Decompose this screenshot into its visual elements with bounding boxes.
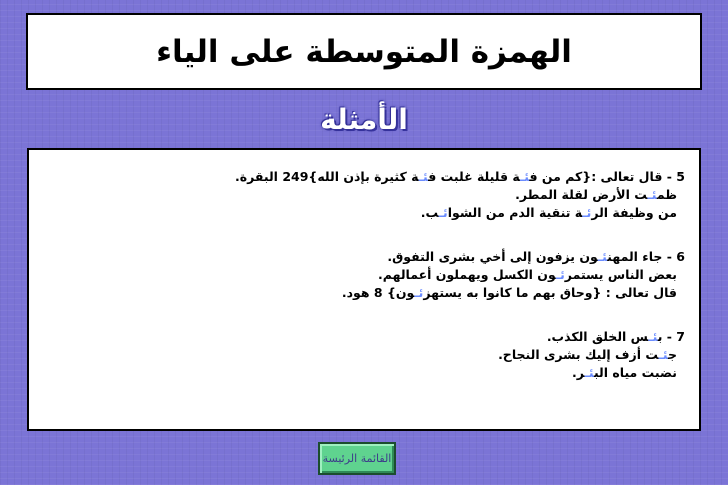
hamza-highlight: ئـ: [658, 347, 668, 362]
examples-heading: الأمثلة: [320, 102, 408, 136]
examples-box: [27, 148, 701, 431]
example-text: ة كثيرة بإذن الله}249 البقرة.: [234, 169, 419, 184]
title-box: [26, 13, 702, 90]
hamza-highlight: ئـ: [582, 205, 592, 220]
example-text: ة قليلة غلبت ف: [428, 169, 520, 184]
hamza-highlight: ئـ: [555, 267, 565, 282]
example-text: قال تعالى : {وحاق بهم ما كانوا به يستهز: [423, 285, 677, 300]
hamza-highlight: ئـ: [647, 187, 657, 202]
hamza-highlight: ئـ: [414, 285, 424, 300]
group-spacer: [29, 302, 685, 328]
group-spacer: [29, 222, 685, 248]
hamza-highlight: ئـ: [519, 169, 530, 184]
example-text: من وظيفة الر: [591, 205, 677, 220]
example-text: نضبت مياه الب: [593, 365, 677, 380]
hamza-highlight: ئـ: [597, 249, 608, 264]
hamza-highlight: ئـ: [648, 329, 658, 344]
page-title: الهمزة المتوسطة على الياء: [156, 33, 572, 70]
example-text: ب.: [420, 205, 439, 220]
example-text: 5 - قال تعالى :{كم من ف: [529, 169, 685, 184]
hamza-highlight: ئـ: [584, 365, 594, 380]
example-text: س الخلق الكذب.: [546, 329, 649, 344]
example-line: [29, 266, 685, 284]
example-text: ة تنقية الدم من الشوا: [447, 205, 583, 220]
example-text: ظم: [656, 187, 677, 202]
example-text: ون الكسل ويهملون أعمالهم.: [378, 267, 556, 282]
example-text: ون يزفون إلى أخي بشرى التفوق.: [387, 249, 598, 264]
example-line: [29, 346, 685, 364]
example-line: [29, 328, 685, 346]
example-text: ت الأرض لقلة المطر.: [515, 187, 648, 202]
example-line: [29, 186, 685, 204]
example-line: [29, 204, 685, 222]
example-line: [29, 284, 685, 302]
hamza-highlight: ئـ: [418, 169, 429, 184]
example-line: [29, 248, 685, 266]
example-text: ج: [667, 347, 677, 362]
example-text: بعض الناس يستمر: [564, 267, 677, 282]
examples-list: [29, 168, 685, 382]
example-line: [29, 364, 685, 382]
main-menu-button[interactable]: القائمة الرئيسة: [318, 442, 396, 475]
hamza-highlight: ئـ: [438, 205, 448, 220]
example-text: ت أزف إليك بشرى النجاح.: [498, 347, 659, 362]
example-text: 6 - جاء المهن: [607, 249, 685, 264]
example-line: [29, 168, 685, 186]
example-text: 7 - ب: [657, 329, 685, 344]
example-text: ر.: [572, 365, 585, 380]
example-text: ون} 8 هود.: [341, 285, 415, 300]
